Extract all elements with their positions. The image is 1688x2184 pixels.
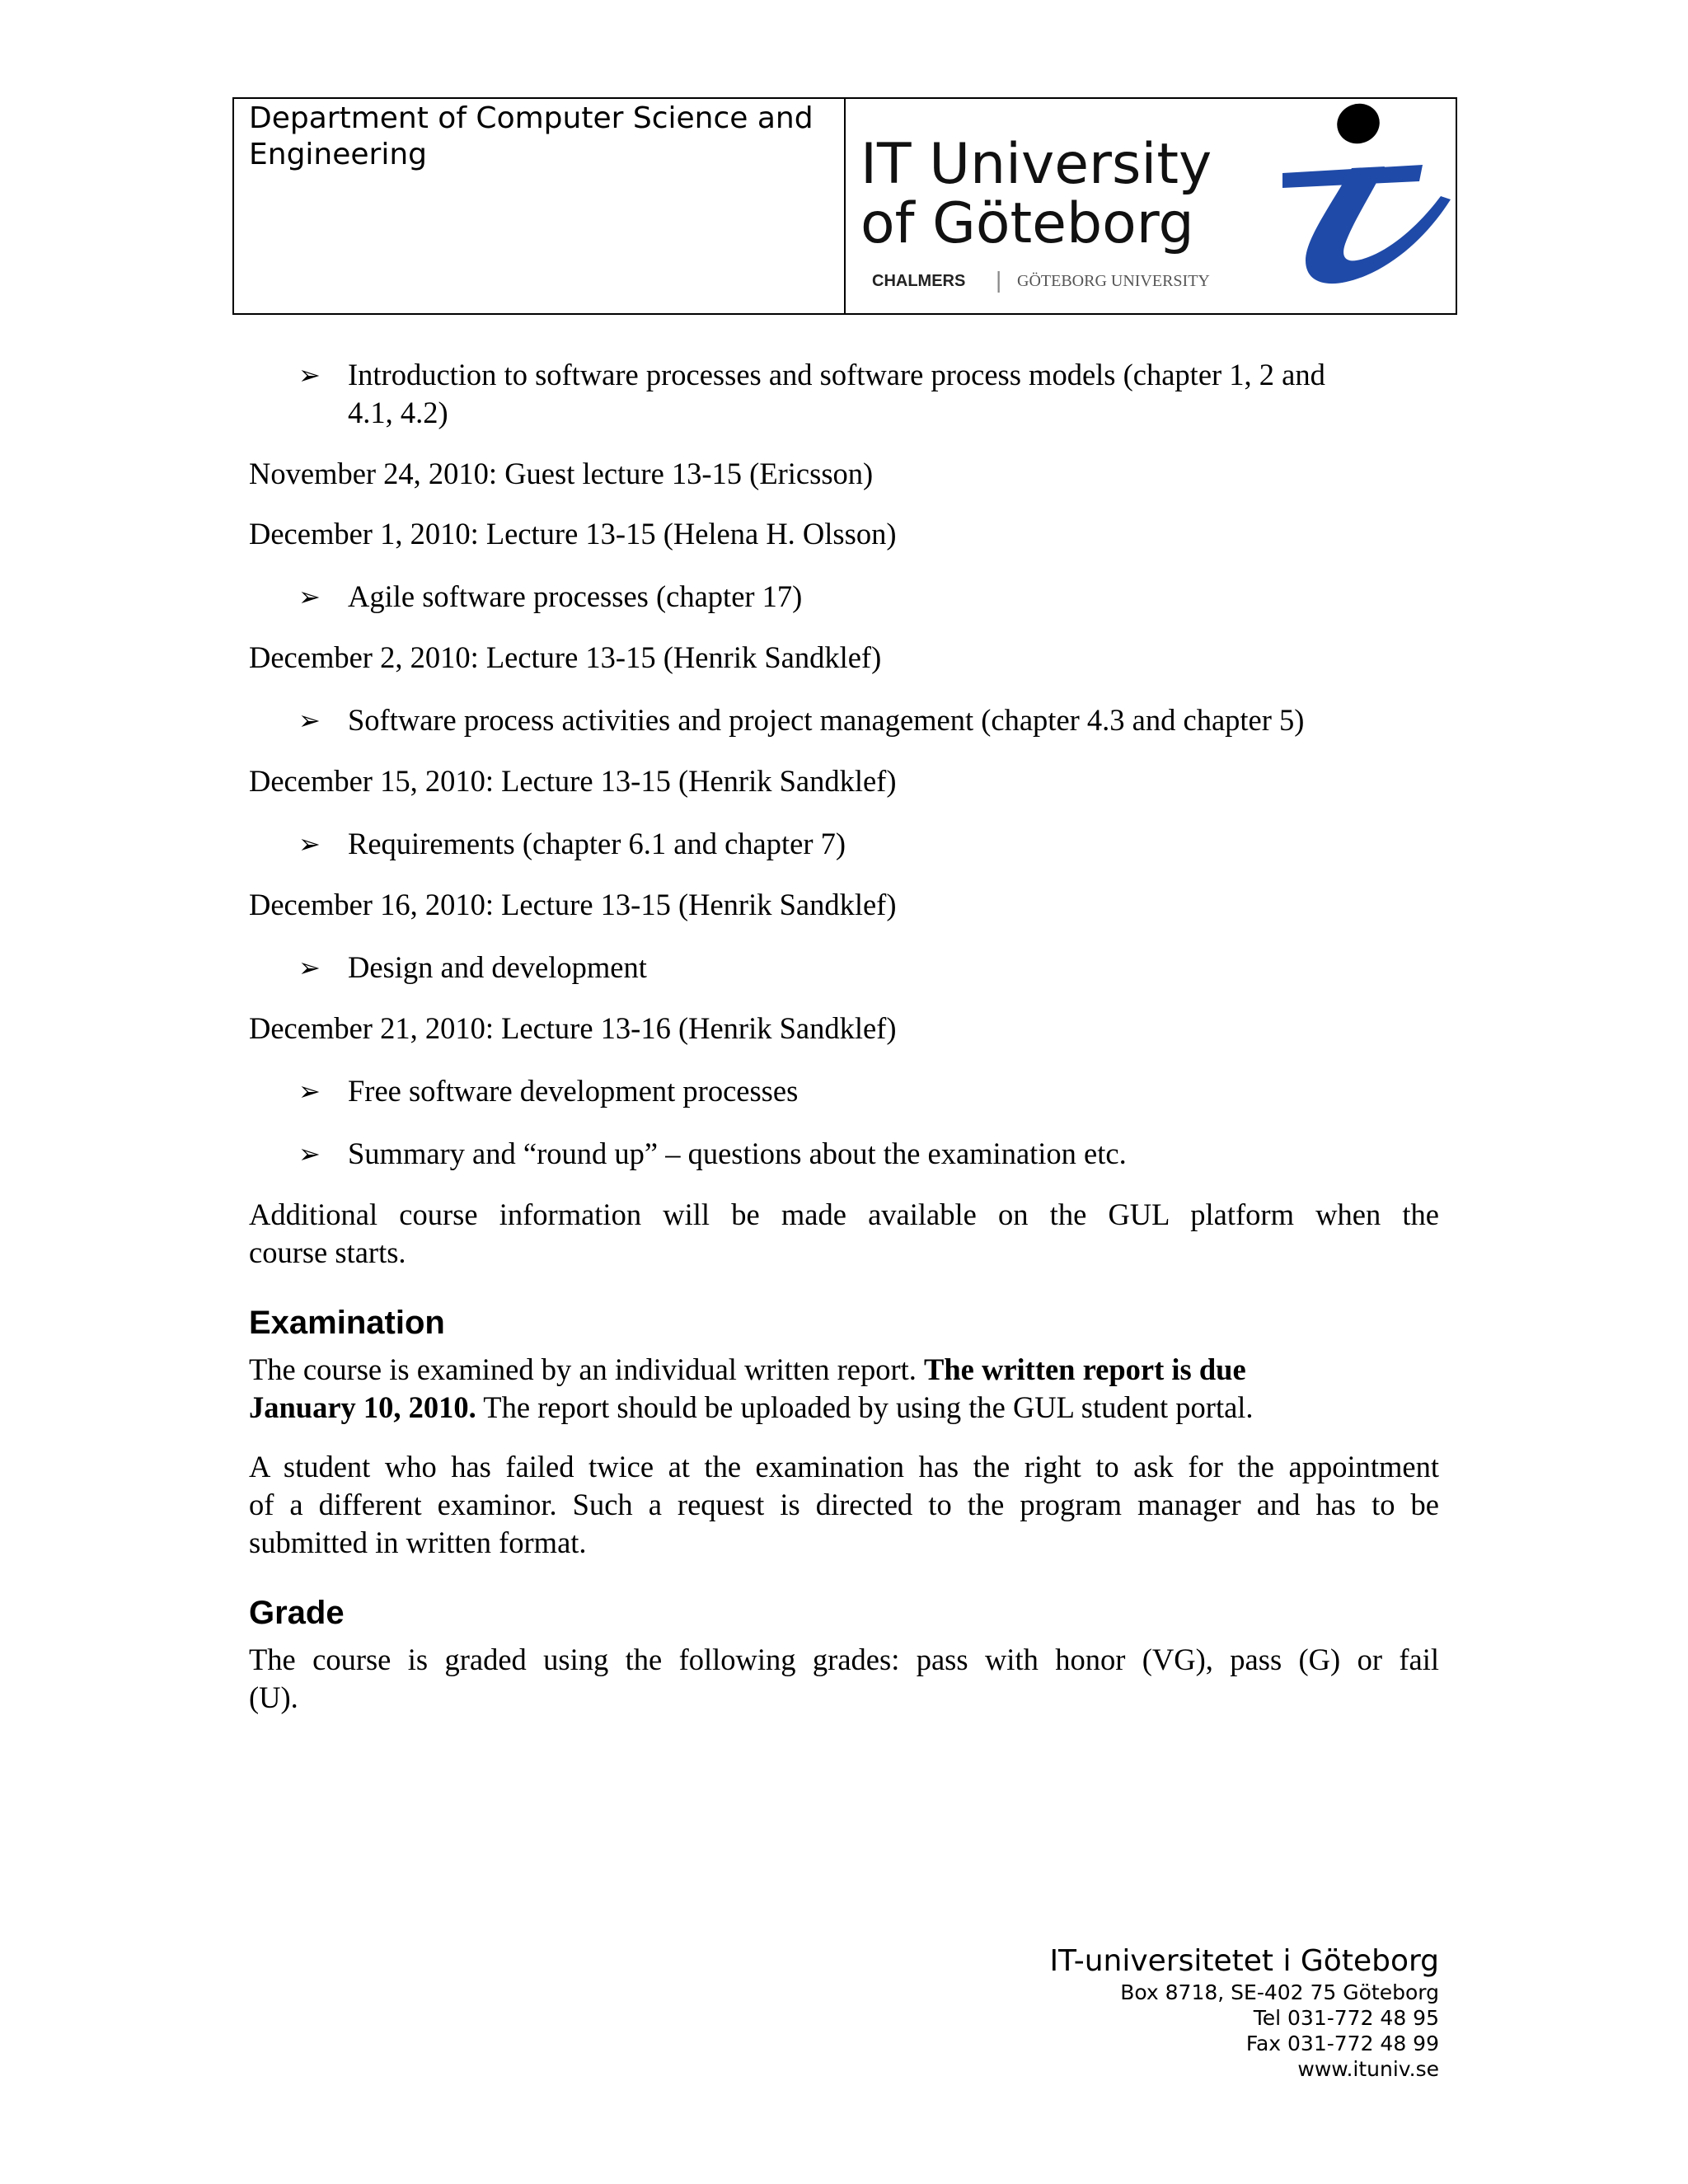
logo-title-line-2: of Göteborg [860,191,1194,256]
exam-text-line: A student who has failed twice at the examination has the right to ask for the appointment [249,1450,1439,1483]
schedule-date-line: December 15, 2010: Lecture 13-15 (Henrik Sandklef) [249,764,897,798]
schedule-date-line: December 21, 2010: Lecture 13-16 (Henrik Sandklef) [249,1011,897,1045]
arrow-bullet-icon: ➢ [298,359,321,391]
bullet-text: Design and development [348,950,647,984]
footer-tel: Tel 031-772 48 95 [1253,2006,1439,2030]
logo-title-line-1: IT University [860,132,1212,197]
bullet-text: Free software development processes [348,1074,799,1108]
bullet-text: Software process activities and project management (chapter 4.3 and chapter 5) [348,703,1305,737]
bullet-text: Requirements (chapter 6.1 and chapter 7) [348,827,846,860]
main-content [249,356,1439,1717]
arrow-bullet-icon: ➢ [298,705,321,736]
logo-cell [846,99,1456,313]
footer-website: www.ituniv.se [1297,2057,1439,2081]
list-item [249,1072,1439,1110]
exam-text: The course is examined by an individual written report. [249,1352,924,1386]
exam-due-bold: The written report is due [924,1352,1246,1386]
exam-text: The report should be uploaded by using the GUL student portal. [476,1390,1254,1424]
footer-fax: Fax 031-772 48 99 [1245,2032,1439,2055]
schedule-date-line: December 2, 2010: Lecture 13-15 (Henrik Sandklef) [249,640,882,674]
logo-gu-caption: GÖTEBORG UNIVERSITY [1017,272,1210,290]
grade-heading: Grade [249,1595,345,1631]
list-item [249,1135,1439,1173]
bullet-text-continued: 4.1, 4.2) [348,396,448,429]
bullet-text: Agile software processes (chapter 17) [348,579,803,613]
additional-info-paragraph [249,1196,1439,1272]
arrow-bullet-icon: ➢ [298,1138,321,1169]
logo-chalmers-caption: CHALMERS [872,272,966,290]
exam-text-line: submitted in written format. [249,1526,587,1559]
examination-paragraph-2 [249,1448,1439,1562]
footer-address: Box 8718, SE-402 75 Göteborg [1120,1980,1439,2004]
additional-info-line: Additional course information will be made available on the GUL platform when the [249,1197,1439,1231]
grade-paragraph [249,1641,1439,1717]
department-cell [234,99,846,313]
arrow-bullet-icon: ➢ [298,581,321,612]
footer-address-block [1049,1943,1439,2082]
footer-org-name: IT-universitetet i Göteborg [1049,1944,1439,1978]
schedule-date-line: December 16, 2010: Lecture 13-15 (Henrik Sandklef) [249,888,897,921]
grade-text-line: (U). [249,1680,298,1714]
exam-due-date-bold: January 10, 2010. [249,1390,476,1424]
department-line-2: Engineering [249,138,427,171]
letter-i-logo-icon [1282,99,1451,284]
additional-info-line: course starts. [249,1235,406,1269]
arrow-bullet-icon: ➢ [298,952,321,983]
grade-text-line: The course is graded using the following grades: pass with honor (VG), pass (G) or fail [249,1643,1439,1676]
arrow-bullet-icon: ➢ [298,1076,321,1107]
it-university-logo [854,99,1451,297]
header-table [232,97,1457,315]
schedule-date-line: November 24, 2010: Guest lecture 13-15 (Ericsson) [249,457,874,490]
examination-heading: Examination [249,1305,445,1341]
examination-paragraph-1 [249,1351,1439,1427]
bullet-text: Introduction to software processes and software process models (chapter 1, 2 and [348,358,1325,391]
list-item [249,825,1439,863]
list-item [249,701,1439,739]
list-item [249,356,1439,432]
logo-divider: | [996,267,1002,293]
bullet-text: Summary and “round up” – questions about the examination etc. [348,1137,1127,1170]
exam-text-line: of a different examinor. Such a request is directed to the program manager and has to be [249,1488,1439,1521]
arrow-bullet-icon: ➢ [298,828,321,860]
list-item [249,949,1439,987]
schedule-date-line: December 1, 2010: Lecture 13-15 (Helena H. Olsson) [249,517,897,551]
list-item [249,578,1439,616]
department-line-1: Department of Computer Science and [249,101,814,135]
